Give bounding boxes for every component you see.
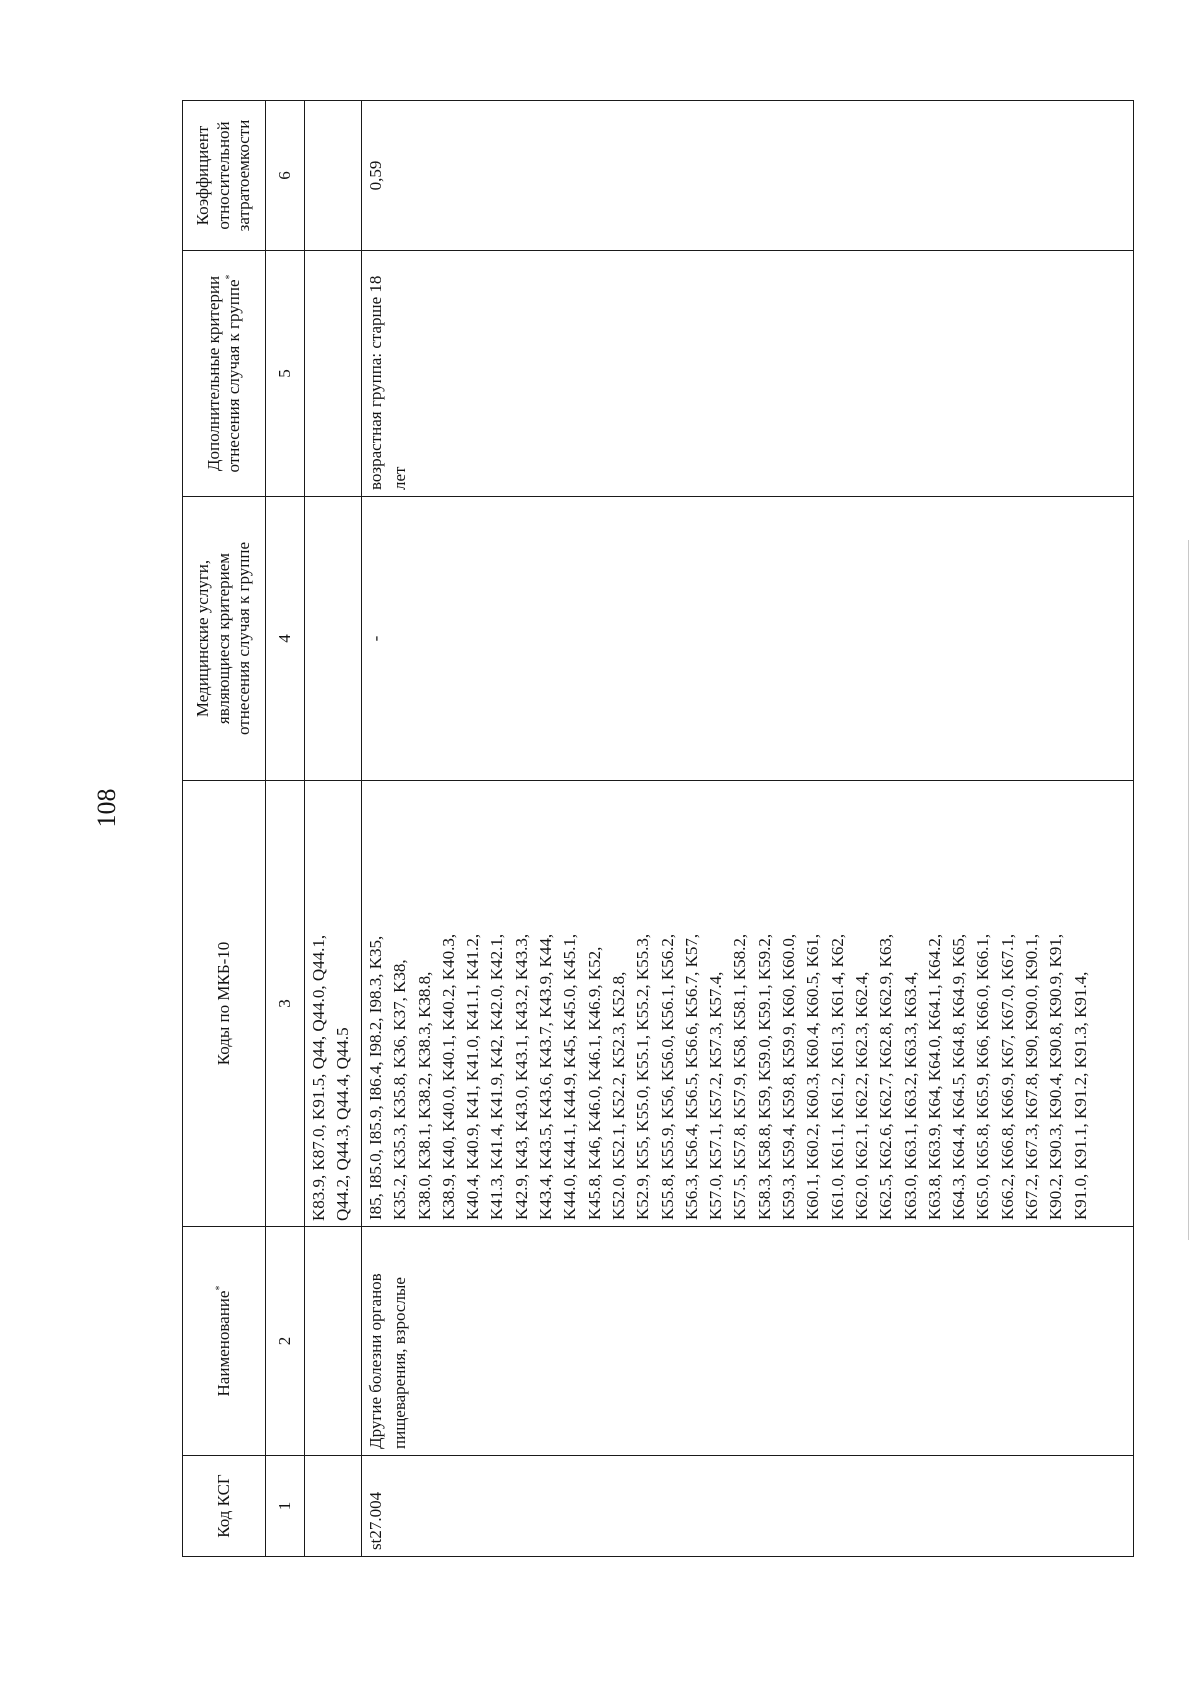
header-name: Наименование* bbox=[183, 1227, 266, 1456]
header-medical-services: Медицинские услуги, являющиеся критерием отнесения случая к группе bbox=[183, 497, 266, 781]
table-row-continued bbox=[305, 101, 362, 1557]
cell-coefficient: 0,59 bbox=[362, 101, 1134, 251]
mkb-line: K83.9, K87.0, K91.5, Q44, Q44.0, Q44.1, bbox=[309, 934, 328, 1221]
table-container bbox=[182, 101, 1134, 1557]
mkb-line: K40.4, K40.9, K41, K41.0, K41.1, K41.2, bbox=[463, 933, 483, 1220]
column-number: 2 bbox=[266, 1227, 305, 1456]
column-number: 1 bbox=[266, 1456, 305, 1557]
mkb-line: K63.8, K63.9, K64, K64.0, K64.1, K64.2, bbox=[924, 933, 944, 1220]
mkb-line: K56.3, K56.4, K56.5, K56.6, K56.7, K57, bbox=[681, 933, 701, 1220]
mkb-line: K64.3, K64.4, K64.5, K64.8, K64.9, K65, bbox=[949, 933, 969, 1220]
mkb-line: K38.9, K40, K40.0, K40.1, K40.2, K40.3, bbox=[438, 933, 458, 1220]
header-mkb-codes: Коды по МКБ-10 bbox=[183, 781, 266, 1227]
footnote-mark: * bbox=[214, 1285, 226, 1291]
column-number: 4 bbox=[266, 497, 305, 781]
mkb-line: K90.2, K90.3, K90.4, K90.8, K90.9, K91, bbox=[1046, 933, 1066, 1220]
cell-name bbox=[305, 1227, 362, 1456]
header-coefficient: Коэффициент относительной затратоемкости bbox=[183, 101, 266, 251]
mkb-line: K62.5, K62.6, K62.7, K62.8, K62.9, K63, bbox=[876, 933, 896, 1220]
mkb-line: K62.0, K62.1, K62.2, K62.3, K62.4, bbox=[851, 971, 871, 1220]
mkb-line: K44.0, K44.1, K44.9, K45, K45.0, K45.1, bbox=[560, 933, 580, 1220]
column-number: 3 bbox=[266, 781, 305, 1227]
cell-code: st27.004 bbox=[362, 1456, 1134, 1557]
cell-name: Другие болезни органов пищеварения, взрослые bbox=[362, 1227, 1134, 1456]
mkb-line: K66.2, K66.8, K66.9, K67, K67.0, K67.1, bbox=[997, 933, 1017, 1220]
cell-criteria bbox=[305, 251, 362, 497]
header-row bbox=[183, 101, 266, 1557]
column-number: 5 bbox=[266, 251, 305, 497]
mkb-line: Q44.2, Q44.3, Q44.4, Q44.5 bbox=[333, 1027, 352, 1221]
footnote-mark: * bbox=[224, 274, 236, 280]
mkb-line: K55.8, K55.9, K56, K56.0, K56.1, K56.2, bbox=[657, 933, 677, 1220]
mkb-line: K38.0, K38.1, K38.2, K38.3, K38.8, bbox=[414, 971, 434, 1220]
mkb-line: K35.2, K35.3, K35.8, K36, K37, K38, bbox=[390, 959, 410, 1220]
mkb-line: K52.0, K52.1, K52.2, K52.3, K52.8, bbox=[608, 971, 628, 1220]
header-additional-criteria: Дополнительные критерии отнесения случая к группе* bbox=[183, 251, 266, 497]
mkb-line: K58.3, K58.8, K59, K59.0, K59.1, K59.2, bbox=[754, 933, 774, 1220]
table-row bbox=[362, 101, 1134, 1557]
header-ksg-code: Код КСГ bbox=[183, 1456, 266, 1557]
mkb-line: K60.1, K60.2, K60.3, K60.4, K60.5, K61, bbox=[803, 933, 823, 1220]
mkb-line: K61.0, K61.1, K61.2, K61.3, K61.4, K62, bbox=[827, 933, 847, 1220]
cell-services: - bbox=[362, 497, 1134, 781]
cell-mkb-codes bbox=[305, 781, 362, 1227]
mkb-line: K57.0, K57.1, K57.2, K57.3, K57.4, bbox=[706, 971, 726, 1220]
cell-criteria: возрастная группа: старше 18 лет bbox=[362, 251, 1134, 497]
rotated-table-frame bbox=[182, 101, 1134, 1557]
mkb-line: K45.8, K46, K46.0, K46.1, K46.9, K52, bbox=[584, 946, 604, 1220]
ksg-table bbox=[182, 100, 1134, 1557]
mkb-line: K63.0, K63.1, K63.2, K63.3, K63.4, bbox=[900, 971, 920, 1220]
mkb-line: K59.3, K59.4, K59.8, K59.9, K60, K60.0, bbox=[779, 933, 799, 1220]
cell-mkb-codes bbox=[362, 781, 1134, 1227]
mkb-line: K42.9, K43, K43.0, K43.1, K43.2, K43.3, bbox=[511, 933, 531, 1220]
mkb-line: K43.4, K43.5, K43.6, K43.7, K43.9, K44, bbox=[536, 933, 556, 1220]
column-number-row bbox=[266, 101, 305, 1557]
cell-services bbox=[305, 497, 362, 781]
cell-code bbox=[305, 1456, 362, 1557]
mkb-line: K57.5, K57.8, K57.9, K58, K58.1, K58.2, bbox=[730, 933, 750, 1220]
cell-coefficient bbox=[305, 101, 362, 251]
mkb-line: I85, I85.0, I85.9, I86.4, I98.2, I98.3, K35, bbox=[366, 935, 385, 1220]
mkb-line: K67.2, K67.3, K67.8, K90, K90.0, K90.1, bbox=[1022, 933, 1042, 1220]
page-number: 108 bbox=[92, 788, 121, 828]
mkb-line: K91.0, K91.1, K91.2, K91.3, K91.4, bbox=[1070, 971, 1090, 1220]
column-number: 6 bbox=[266, 101, 305, 251]
mkb-line: K52.9, K55, K55.0, K55.1, K55.2, K55.3, bbox=[633, 933, 653, 1220]
mkb-line: K65.0, K65.8, K65.9, K66, K66.0, K66.1, bbox=[973, 933, 993, 1220]
mkb-line: K41.3, K41.4, K41.9, K42, K42.0, K42.1, bbox=[487, 933, 507, 1220]
scan-edge-artifact bbox=[1188, 540, 1189, 1240]
